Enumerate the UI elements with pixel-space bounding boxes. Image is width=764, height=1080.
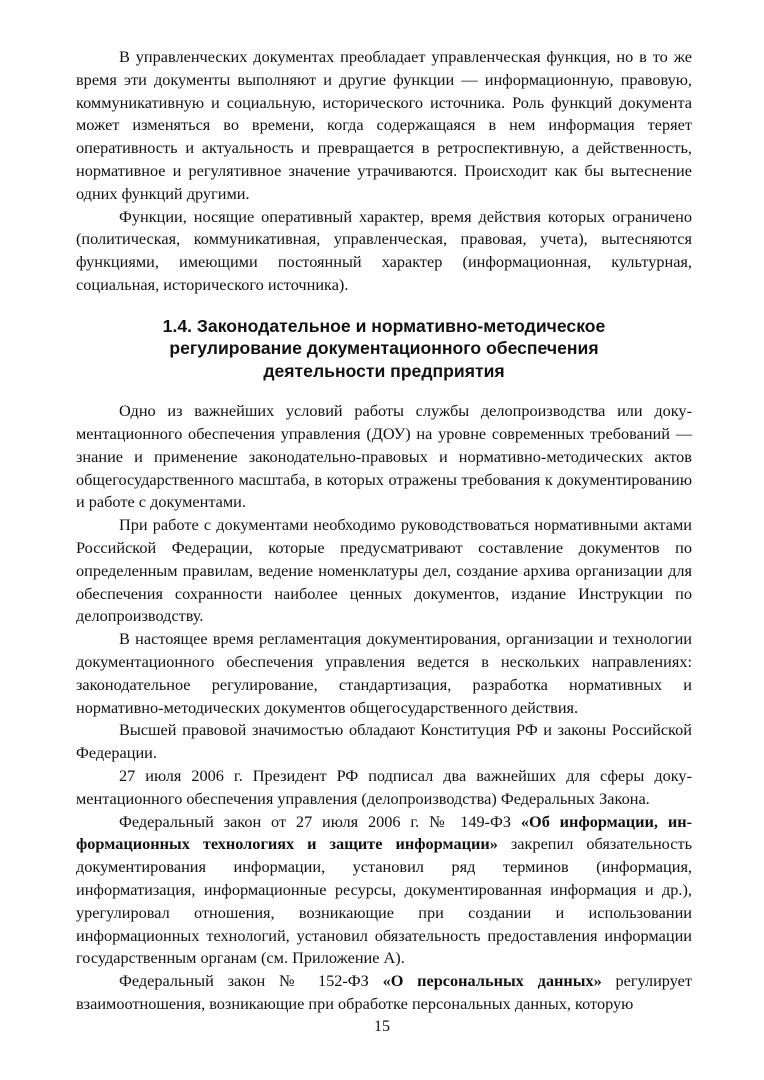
section-heading-line-2: регулирование документационного обеспечения [169,338,599,359]
paragraph-president-signed: 27 июля 2006 г. Президент РФ подписал два важнейших для сферы документационного обеспечения управления (делопроизводства) Федеральных Закона. [76,766,692,808]
paragraph-operational-functions: Функции, носящие оперативный характер, время действия которых ограничено (политическая, коммуникативная, управленческая, правовая, учета), вытесняются функциями, имеющими постоянный характер (информационная, культурная, социальная, исторического источника). [76,206,692,294]
page-number: 15 [374,1018,390,1035]
law-149-body: закрепил обязательность документирования информации, установил ряд терминов (информация, информатизация, информационные ресурсы, документированная информация и др.), урегулировал отношения, возникающие при создании и использовании информационных технологий, установил обязательность предоставления информации государственным органам (см. Приложение А). [76,834,692,968]
section-heading [76,315,692,383]
law-152-body: регулирует взаимоотношения, возникающие при обработке персональных данных, которую [76,971,693,1013]
law-149-title: «Об информации, информационных технологиях и защите информации» [76,811,692,854]
paragraph-law-149 [76,811,692,971]
paragraph-dou-conditions: Одно из важнейших условий работы службы делопроизводства или документационного обеспечения управления (ДОУ) на уровне современных требований — знание и применение законодательно-правовых и нормативно-методических актов общегосударственного масштаба, в которых отражены требования к документированию и работе с документами. [76,401,692,512]
law-152-title: «О персональных данных» [382,971,602,991]
law-152-intro: Федеральный закон № 152-ФЗ [119,971,383,991]
law-149-intro: Федеральный закон от 27 июля 2006 г. № 149-ФЗ [119,811,521,831]
paragraph-management-functions: В управленческих документах преобладает управленческая функция, но в то же время эти документы выполняют и другие функции — информационную, правовую, коммуникативную и социальную, исторического источника. Роль функций документа может изменяться во времени, когда содержащаяся в нем информация теряет оперативность и актуальность и превращается в ретроспективную, а действенность, нормативное и регулятивное значение утрачиваются. Происходит как бы вытеснение одних функций другими. [76,47,692,203]
paragraph-regulation-directions: В настоящее время регламентация документирования, организации и технологии документационного обеспечения управления ведется в нескольких направлениях: законодательное регулирование, стандартизация, разработка нормативных и нормативно-методических документов общегосударственного действия. [76,629,692,717]
paragraph-constitution: Высшей правовой значимостью обладают Конституция РФ и законы Российской Федерации. [76,720,692,763]
section-heading-line-3: деятельности предприятия [263,360,505,381]
section-heading-line-1: 1.4. Законодательное и нормативно-методическое [162,315,606,336]
paragraph-law-152 [76,970,692,1016]
paragraph-normative-acts: При работе с документами необходимо руководствоваться нормативными актами Российской Федерации, которые предусматривают составление документов по определенным правилам, ведение номенклатуры дел, создание архива организации для обеспечения сохранности наиболее ценных документов, издание Инструкции по делопроизводству. [76,515,692,626]
